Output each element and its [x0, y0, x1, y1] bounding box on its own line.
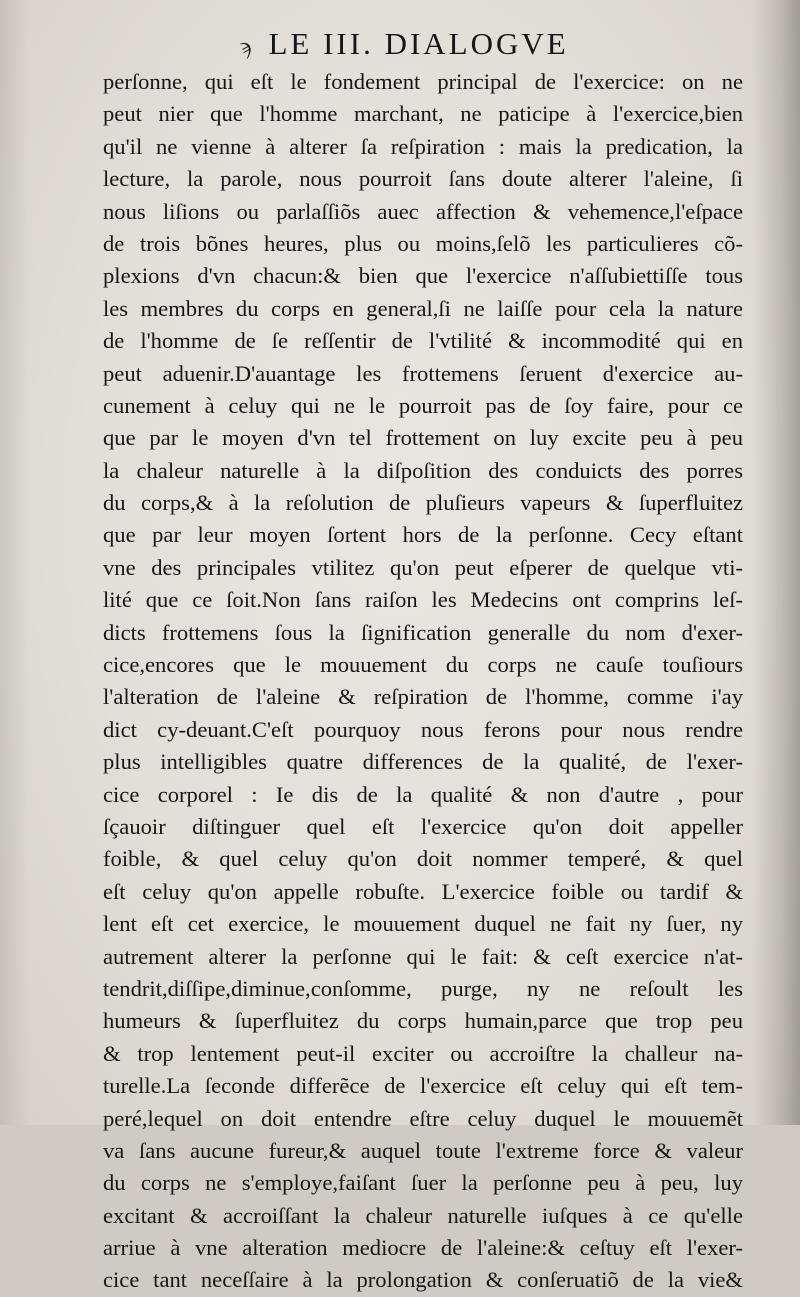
header-ornament: ϡ — [240, 34, 255, 59]
running-head-title: LE III. DIALOGVE — [268, 26, 569, 61]
body-text — [103, 66, 743, 1297]
text-line: que par le moyen d'vn tel frottement on luy excite peu à peu — [103, 425, 743, 451]
text-line: peut aduenir.D'auantage les frottemens ſeruent d'exercice au- — [103, 360, 743, 386]
text-line: cunement à celuy qui ne le pourroit pas de ſoy faire, pour ce — [103, 392, 743, 418]
text-line: tendrit,diſſipe,diminue,conſomme, purge, ny ne reſoult les — [103, 975, 743, 1001]
text-line: qu'il ne vienne à alterer ſa reſpiration : mais la predication, la — [103, 133, 743, 159]
text-line: peut nier que l'homme marchant, ne paticipe à l'exercice,bien — [103, 101, 743, 127]
text-line: lecture, la parole, nous pourroit ſans doute alterer l'aleine, ſi — [103, 166, 743, 192]
text-line: de l'homme de ſe reſſentir de l'vtilité & incommodité qui en — [103, 328, 743, 354]
text-line: plexions d'vn chacun:& bien que l'exercice n'aſſubiettiſſe tous — [103, 263, 743, 289]
text-line: turelle.La ſeconde differẽce de l'exercice eſt celuy qui eſt tem- — [103, 1073, 743, 1099]
text-line: dict cy-deuant.C'eſt pourquoy nous ferons pour nous rendre — [103, 716, 743, 742]
text-line: cice tant neceſſaire à la prolongation & conſeruatiõ de la vie& — [103, 1267, 743, 1293]
page-edge-shadow — [752, 0, 800, 1125]
text-line: plus intelligibles quatre differences de la qualité, de l'exer- — [103, 749, 743, 775]
text-line: foible, & quel celuy qu'on doit nommer temperé, & quel — [103, 846, 743, 872]
text-line: lité que ce ſoit.Non ſans raiſon les Medecins ont comprins leſ- — [103, 587, 743, 613]
text-line: dicts frottemens ſous la ſignification generalle du nom d'exer- — [103, 619, 743, 645]
text-line: excitant & accroiſſant la chaleur naturelle iuſques à ce qu'elle — [103, 1202, 743, 1228]
text-line: de trois bõnes heures, plus ou moins,ſelõ les particulieres cõ- — [103, 230, 743, 256]
text-line: perſonne, qui eſt le fondement principal de l'exercice: on ne — [103, 69, 743, 94]
running-head — [240, 26, 600, 70]
text-line: que par leur moyen ſortent hors de la perſonne. Cecy eſtant — [103, 522, 743, 548]
text-line: du corps ne s'employe,faiſant ſuer la perſonne peu à peu, luy — [103, 1170, 743, 1196]
text-line: la chaleur naturelle à la diſpoſition des conduicts des porres — [103, 457, 743, 483]
text-line: vne des principales vtilitez qu'on peut eſperer de quelque vti- — [103, 554, 743, 580]
text-line: autrement alterer la perſonne qui le fait: & ceſt exercice n'at- — [103, 943, 743, 969]
text-line: lent eſt cet exercice, le mouuement duquel ne fait ny ſuer, ny — [103, 911, 743, 937]
text-line: eſt celuy qu'on appelle robuſte. L'exercice foible ou tardif & — [103, 878, 743, 904]
text-line: du corps,& à la reſolution de pluſieurs vapeurs & ſuperfluitez — [103, 490, 743, 516]
text-line: cice,encores que le mouuement du corps ne cauſe touſiours — [103, 652, 743, 678]
text-line: nous liſions ou parlaſſiõs auec affection & vehemence,l'eſpace — [103, 198, 743, 224]
text-line: va ſans aucune fureur,& auquel toute l'extreme force & valeur — [103, 1137, 743, 1163]
text-line: les membres du corps en general,ſi ne laiſſe pour cela la nature — [103, 295, 743, 321]
text-line: & trop lentement peut-il exciter ou accroiſtre la challeur na- — [103, 1040, 743, 1066]
page-gutter-shadow — [0, 0, 30, 1125]
text-line: arriue à vne alteration mediocre de l'aleine:& ceſtuy eſt l'exer- — [103, 1235, 743, 1261]
text-line: peré,lequel on doit entendre eſtre celuy duquel le mouuemẽt — [103, 1105, 743, 1131]
text-line: humeurs & ſuperfluitez du corps humain,parce que trop peu — [103, 1008, 743, 1034]
text-line: ſçauoir diſtinguer quel eſt l'exercice qu'on doit appeller — [103, 813, 743, 839]
text-line: cice corporel : Ie dis de la qualité & non d'autre , pour — [103, 781, 743, 807]
text-line: l'alteration de l'aleine & reſpiration de l'homme, comme i'ay — [103, 684, 743, 710]
